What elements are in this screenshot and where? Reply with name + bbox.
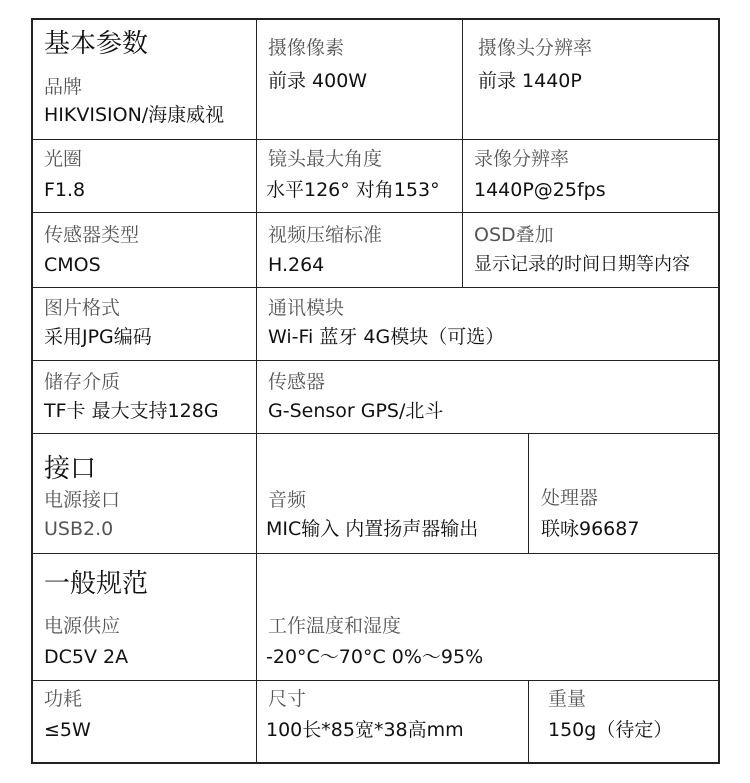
osd-value: 显示记录的时间日期等内容 — [474, 254, 690, 275]
table-border-right — [718, 18, 720, 764]
audio-label: 音频 — [268, 489, 307, 511]
record-resolution-value: 1440P@25fps — [474, 179, 606, 201]
camera-resolution-value: 前录 1440P — [478, 70, 582, 92]
lens-angle-label: 镜头最大角度 — [268, 148, 383, 170]
pixels-label: 摄像像素 — [268, 37, 345, 59]
col-divider — [256, 18, 257, 764]
section-title-general: 一般规范 — [44, 569, 149, 599]
row-divider — [31, 139, 719, 140]
image-format-value: 采用JPG编码 — [44, 326, 152, 348]
storage-label: 储存介质 — [44, 371, 121, 393]
section-title-basic: 基本参数 — [44, 29, 149, 59]
row-divider — [31, 553, 719, 554]
camera-resolution-label: 摄像头分辨率 — [478, 37, 593, 59]
section-title-interface: 接口 — [44, 454, 97, 484]
sensors-label: 传感器 — [268, 371, 326, 393]
row-divider — [31, 680, 719, 681]
compression-label: 视频压缩标准 — [268, 224, 383, 246]
sensors-value: G-Sensor GPS/北斗 — [268, 400, 444, 422]
consumption-label: 功耗 — [44, 688, 83, 710]
col-divider — [528, 680, 529, 764]
table-border-top — [31, 18, 719, 20]
processor-label: 处理器 — [541, 487, 599, 509]
image-format-label: 图片格式 — [44, 297, 121, 319]
weight-value: 150g（待定） — [548, 719, 673, 741]
aperture-value: F1.8 — [44, 179, 86, 201]
row-divider — [31, 212, 719, 213]
table-border-left — [31, 18, 33, 764]
aperture-label: 光圈 — [44, 148, 83, 170]
table-border-bottom — [31, 762, 719, 764]
size-value: 100长*85宽*38高mm — [266, 719, 464, 741]
brand-value: HIKVISION/海康威视 — [44, 104, 225, 126]
sensor-type-label: 传感器类型 — [44, 224, 140, 246]
col-divider — [528, 433, 529, 553]
comm-module-value: Wi-Fi 蓝牙 4G模块（可选） — [268, 326, 505, 348]
lens-angle-value: 水平126° 对角153° — [266, 179, 440, 201]
compression-value: H.264 — [268, 254, 325, 276]
pixels-value: 前录 400W — [268, 70, 368, 92]
osd-label: OSD叠加 — [474, 224, 554, 246]
brand-label: 品牌 — [44, 76, 83, 98]
row-divider — [31, 360, 719, 361]
row-divider — [31, 433, 719, 434]
audio-value: MIC输入 内置扬声器输出 — [266, 518, 479, 540]
storage-value: TF卡 最大支持128G — [44, 400, 219, 422]
processor-value: 联咏96687 — [541, 518, 640, 540]
power-supply-value: DC5V 2A — [44, 646, 129, 668]
power-port-value: USB2.0 — [44, 518, 114, 540]
row-divider — [31, 287, 719, 288]
comm-module-label: 通讯模块 — [268, 297, 345, 319]
size-label: 尺寸 — [268, 688, 307, 710]
weight-label: 重量 — [548, 688, 587, 710]
consumption-value: ≤5W — [44, 719, 91, 741]
col-divider — [462, 18, 463, 287]
temp-humidity-value: -20°C～70°C 0%～95% — [266, 646, 484, 668]
temp-humidity-label: 工作温度和湿度 — [268, 615, 402, 637]
power-supply-label: 电源供应 — [44, 615, 121, 637]
power-port-label: 电源接口 — [44, 489, 121, 511]
record-resolution-label: 录像分辨率 — [474, 148, 570, 170]
sensor-type-value: CMOS — [44, 254, 101, 276]
